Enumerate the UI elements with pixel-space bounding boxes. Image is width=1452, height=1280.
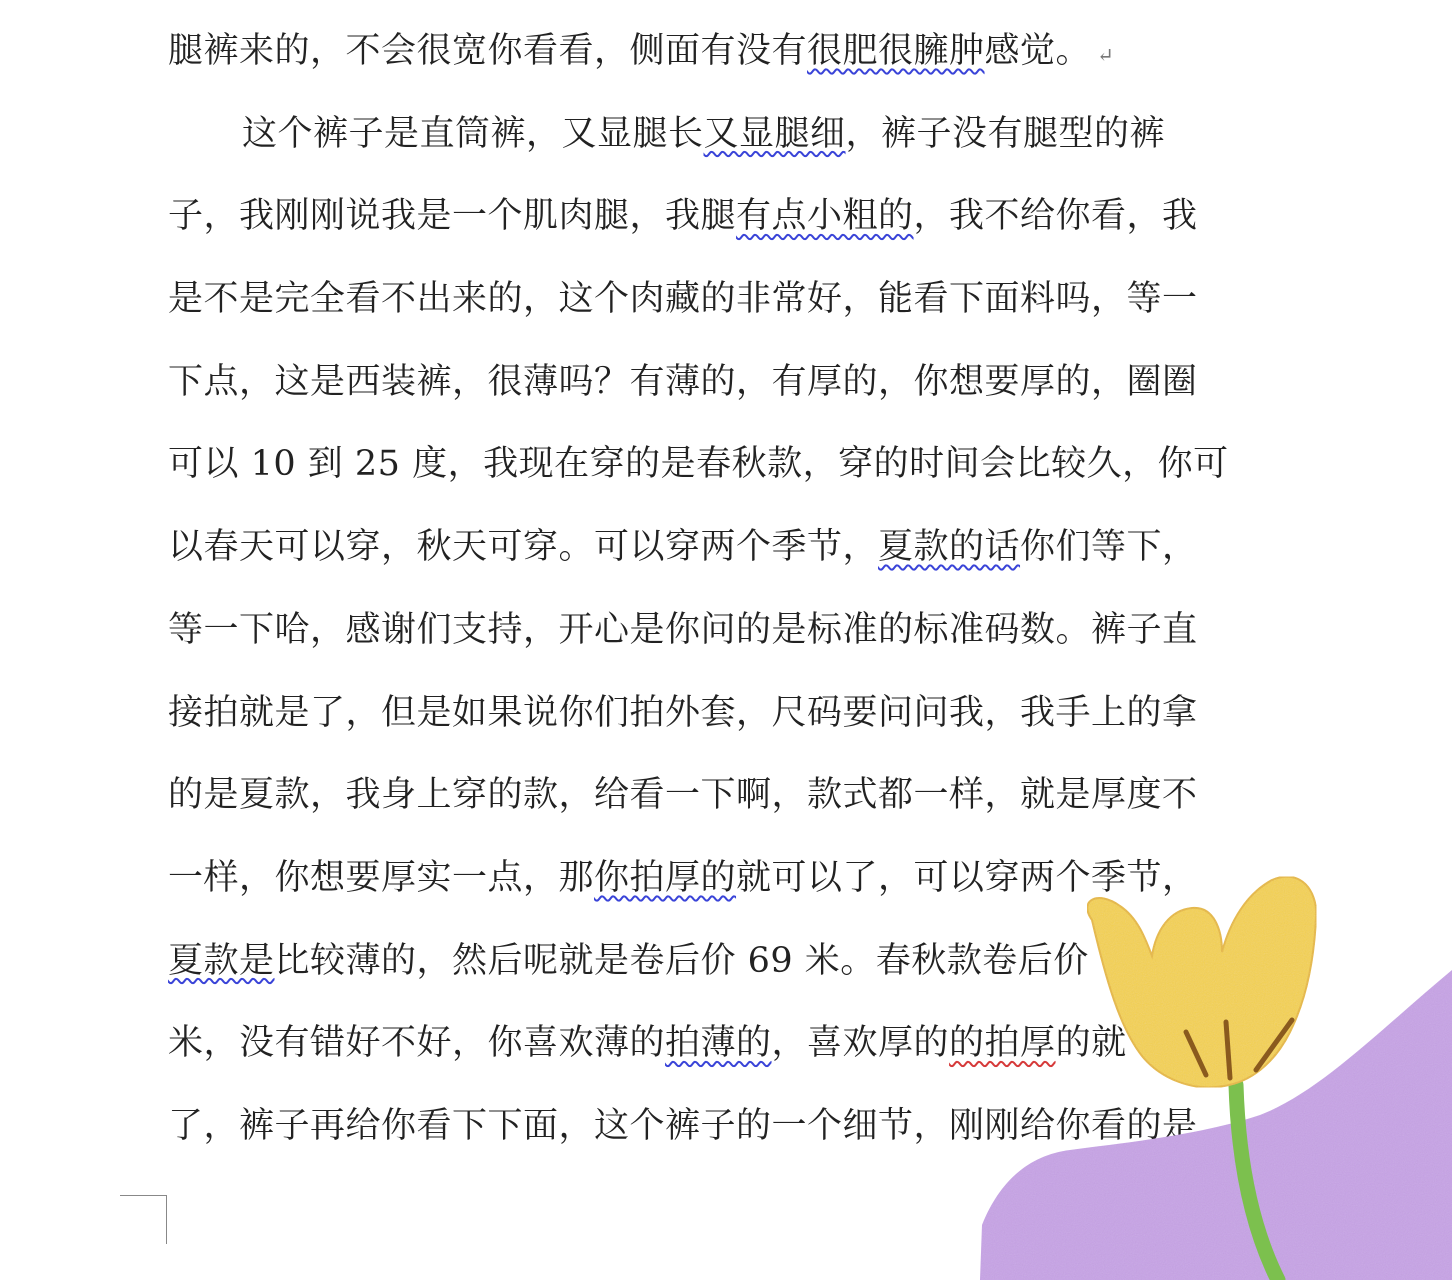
tulip-flower-sticker-icon [960,860,1452,1280]
text-segment: 这个裤子是直筒裤，又显腿长 [242,113,704,154]
page-corner-mark [120,1195,167,1244]
spellcheck-underlined-text: 夏款的话 [878,527,1021,568]
text-segment: 感觉。 [984,31,1092,71]
text-segment: 以春天可以穿，秋天可穿。可以穿两个季节， [168,527,879,568]
spellcheck-underlined-text: 拍薄的 [665,1023,772,1064]
spellcheck-underlined-text: 很肥很臃肿 [807,31,985,71]
text-line [168,684,1258,767]
yellow-tulip-petals [1087,877,1316,1088]
text-segment: 接拍就是了，但是如果说你们拍外套，尺码要问问我，我手上的拿 [168,692,1198,733]
text-line [168,187,1258,270]
text-line [168,105,1258,188]
text-segment: 子，我刚刚说我是一个肌肉腿，我腿 [168,196,737,237]
text-segment: ，我不给你看，我 [913,196,1198,237]
text-line [168,766,1258,849]
text-segment: 的是夏款，我身上穿的款，给看一下啊，款式都一样，就是厚度不 [168,775,1198,816]
text-line [168,353,1258,436]
text-segment: 米，没有错好不好，你喜欢薄的 [168,1023,666,1064]
spellcheck-underlined-text: 又显腿细 [703,113,846,154]
paragraph-mark-icon: ↵ [1097,43,1115,67]
text-segment: 下点，这是西装裤，很薄吗？有薄的，有厚的，你想要厚的，圈圈 [168,361,1198,402]
text-segment: 的就 [1055,1023,1127,1064]
text-line [168,435,1258,518]
text-line [168,601,1258,684]
text-line [168,518,1258,601]
spellcheck-underlined-text: 你拍厚的 [594,857,737,898]
text-segment: 比较薄的，然后呢就是卷后价 69 米。春秋款卷后价 [274,940,1089,981]
spellcheck-underlined-text: 夏款是 [168,940,275,981]
text-segment: 你们等下， [1020,527,1198,568]
spellcheck-underlined-text: 的拍厚 [949,1023,1056,1064]
text-segment: ，喜欢厚的 [771,1023,950,1064]
text-segment: 就可以了，可以穿两个季节， [736,857,1198,898]
text-segment: 是不是完全看不出来的，这个肉藏的非常好，能看下面料吗，等一 [168,279,1198,320]
text-segment: 可以 10 到 25 度，我现在穿的是春秋款，穿的时间会比较久，你可 [168,444,1229,485]
text-segment: 腿裤来的，不会很宽你看看，侧面有没有 [168,31,808,71]
text-line [168,270,1258,353]
text-segment: 等一下哈，感谢们支持，开心是你问的是标准的标准码数。裤子直 [168,609,1198,650]
text-segment: 了，裤子再给你看下下面，这个裤子的一个细节，刚刚给你看的是 [168,1105,1198,1146]
text-segment: 一样，你想要厚实一点，那 [168,857,595,898]
spellcheck-underlined-text: 有点小粗的 [736,196,914,237]
text-segment: ，裤子没有腿型的裤 [845,113,1166,154]
text-line [168,22,1258,105]
